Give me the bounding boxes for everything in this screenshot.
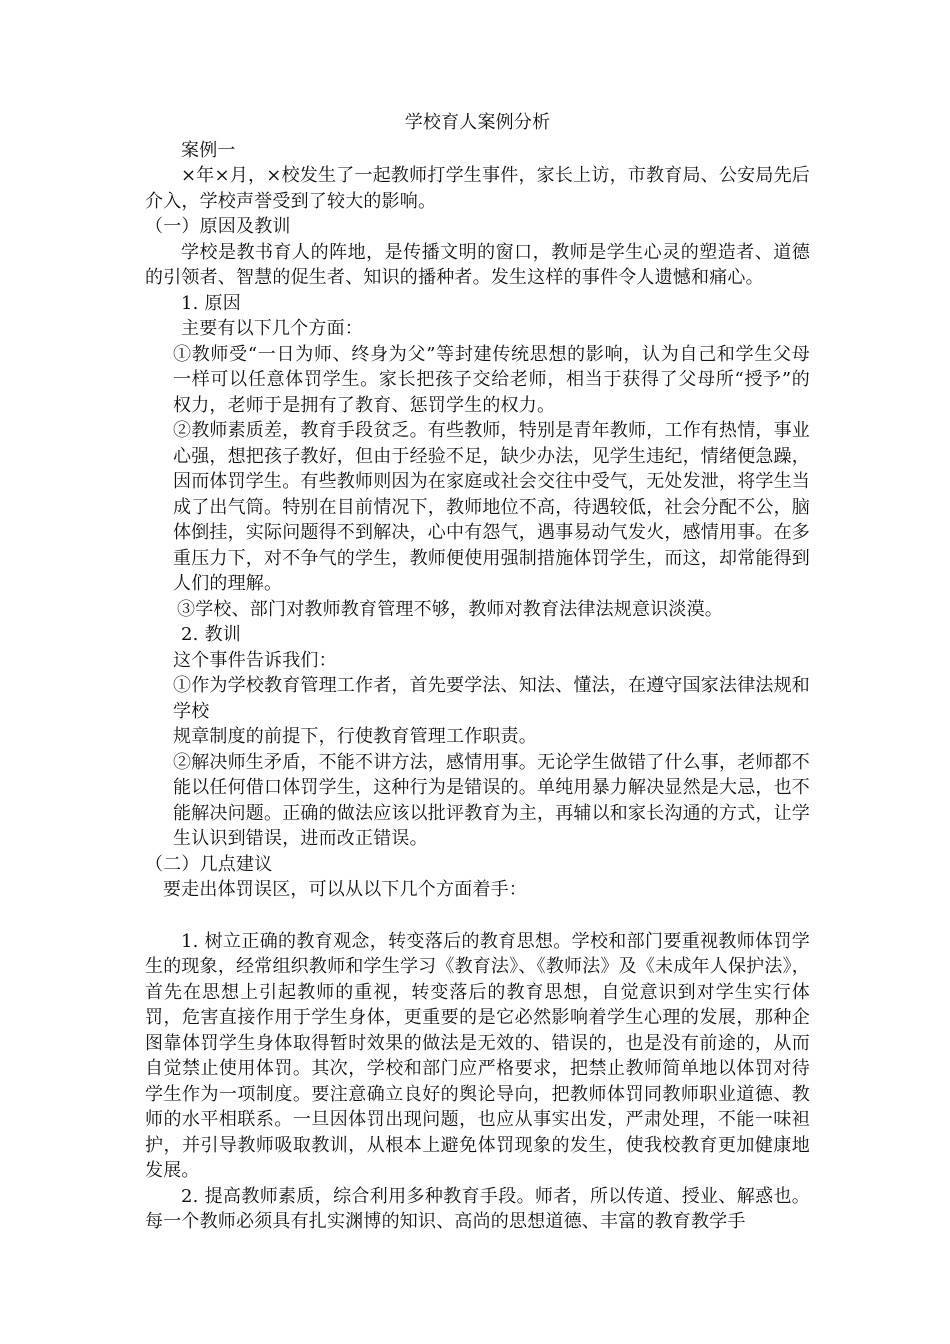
suggestion-item-1: 1. 树立正确的教育观念，转变落后的教育思想。学校和部门要重视教师体罚学生的现象，经常组织教师和学生学习《教育法》、《教师法》及《未成年人保护法》，首先在思想上引起教师的重视，转变落后的教育思想，自觉意识到对学生实行体罚，危害直接作用于学生身体，更重要的是它必然影响着学生心理的发展，那种企图靠体罚学生身体取得暂时效果的做法是无效的、错误的，也是没有前途的，从而自觉禁止使用体罚。其次，学校和部门应严格要求，把禁止教师简单地以体罚对待学生作为一项制度。要注意确立良好的舆论导向，把教师体罚同教师职业道德、教师的水平相联系。一旦因体罚出现问题，也应从事实出发，严肃处理，不能一味袒护，并引导教师吸取教训，从根本上避免体罚现象的发生，使我校教育更加健康地发展。 xyxy=(145,930,810,1181)
cause-item-3: ③学校、部门对教师教育管理不够，教师对教育法律法规意识淡漠。 xyxy=(177,598,723,620)
lesson-intro: 这个事件告诉我们： xyxy=(173,649,337,671)
cause-intro: 主要有以下几个方面： xyxy=(181,318,363,339)
blank-line xyxy=(145,903,810,929)
cause-item-2: ②教师素质差，教育手段贫乏。有些教师，特别是青年教师，工作有热情，事业心强，想把孩子教好，但由于经验不足，缺少办法，见学生违纪，情绪便急躁，因而体罚学生。有些教师则因为在家庭或社会交往中受气，无处发泄，将学生当成了出气筒。特别在目前情况下，教师地位不高，待遇较低，社会分配不公，脑体倒挂，实际问题得不到解决，心中有怨气，遇事易动气发火，感情用事。在多重压力下，对不争气的学生，教师便使用强制措施体罚学生，而这，却常能得到人们的理解。 xyxy=(173,420,810,594)
section2-heading: （二）几点建议 xyxy=(145,853,273,875)
cause-item-1: ①教师受“一日为师、终身为父”等封建传统思想的影响，认为自己和学生父母一样可以任意体罚学生。家长把孩子交给老师，相当于获得了父母所“授予”的权力，老师于是拥有了教育、惩罚学生的权力。 xyxy=(173,343,810,416)
lesson-item-1b: 规章制度的前提下，行使教育管理工作职责。 xyxy=(173,726,537,747)
section2-intro: 要走出体罚误区，可以从以下几个方面着手： xyxy=(163,879,527,900)
cause-heading: 1. 原因 xyxy=(181,292,241,314)
lesson-item-2: ②解决师生矛盾，不能不讲方法，感情用事。无论学生做错了什么事，老师都不能以任何借口体罚学生，这种行为是错误的。单纯用暴力解决显然是大忌，也不能解决问题。正确的做法应该以批评教育为主，再辅以和家长沟通的方式，让学生认识到错误，进而改正错误。 xyxy=(173,751,810,849)
lesson-heading: 2. 教训 xyxy=(181,624,241,645)
section1-paragraph: 学校是教书育人的阵地，是传播文明的窗口，教师是学生心灵的塑造者、道德的引领者、智慧的促生者、知识的播种者。发生这样的事件令人遗憾和痛心。 xyxy=(145,241,810,288)
lesson-item-1a: ①作为学校教育管理工作者，首先要学法、知法、懂法，在遵守国家法律法规和学校 xyxy=(173,675,810,722)
section1-heading: （一）原因及教训 xyxy=(145,216,291,237)
suggestion-item-2: 2. 提高教师素质，综合利用多种教育手段。师者，所以传道、授业、解惑也。每一个教师必须具有扎实渊博的知识、高尚的思想道德、丰富的教育教学手 xyxy=(145,1185,810,1232)
document-title: 学校育人案例分析 xyxy=(404,112,551,133)
intro-paragraph: ×年×月，×校发生了一起教师打学生事件，家长上访，市教育局、公安局先后介入，学校声誉受到了较大的影响。 xyxy=(145,165,810,212)
case-label: 案例一 xyxy=(181,139,236,161)
